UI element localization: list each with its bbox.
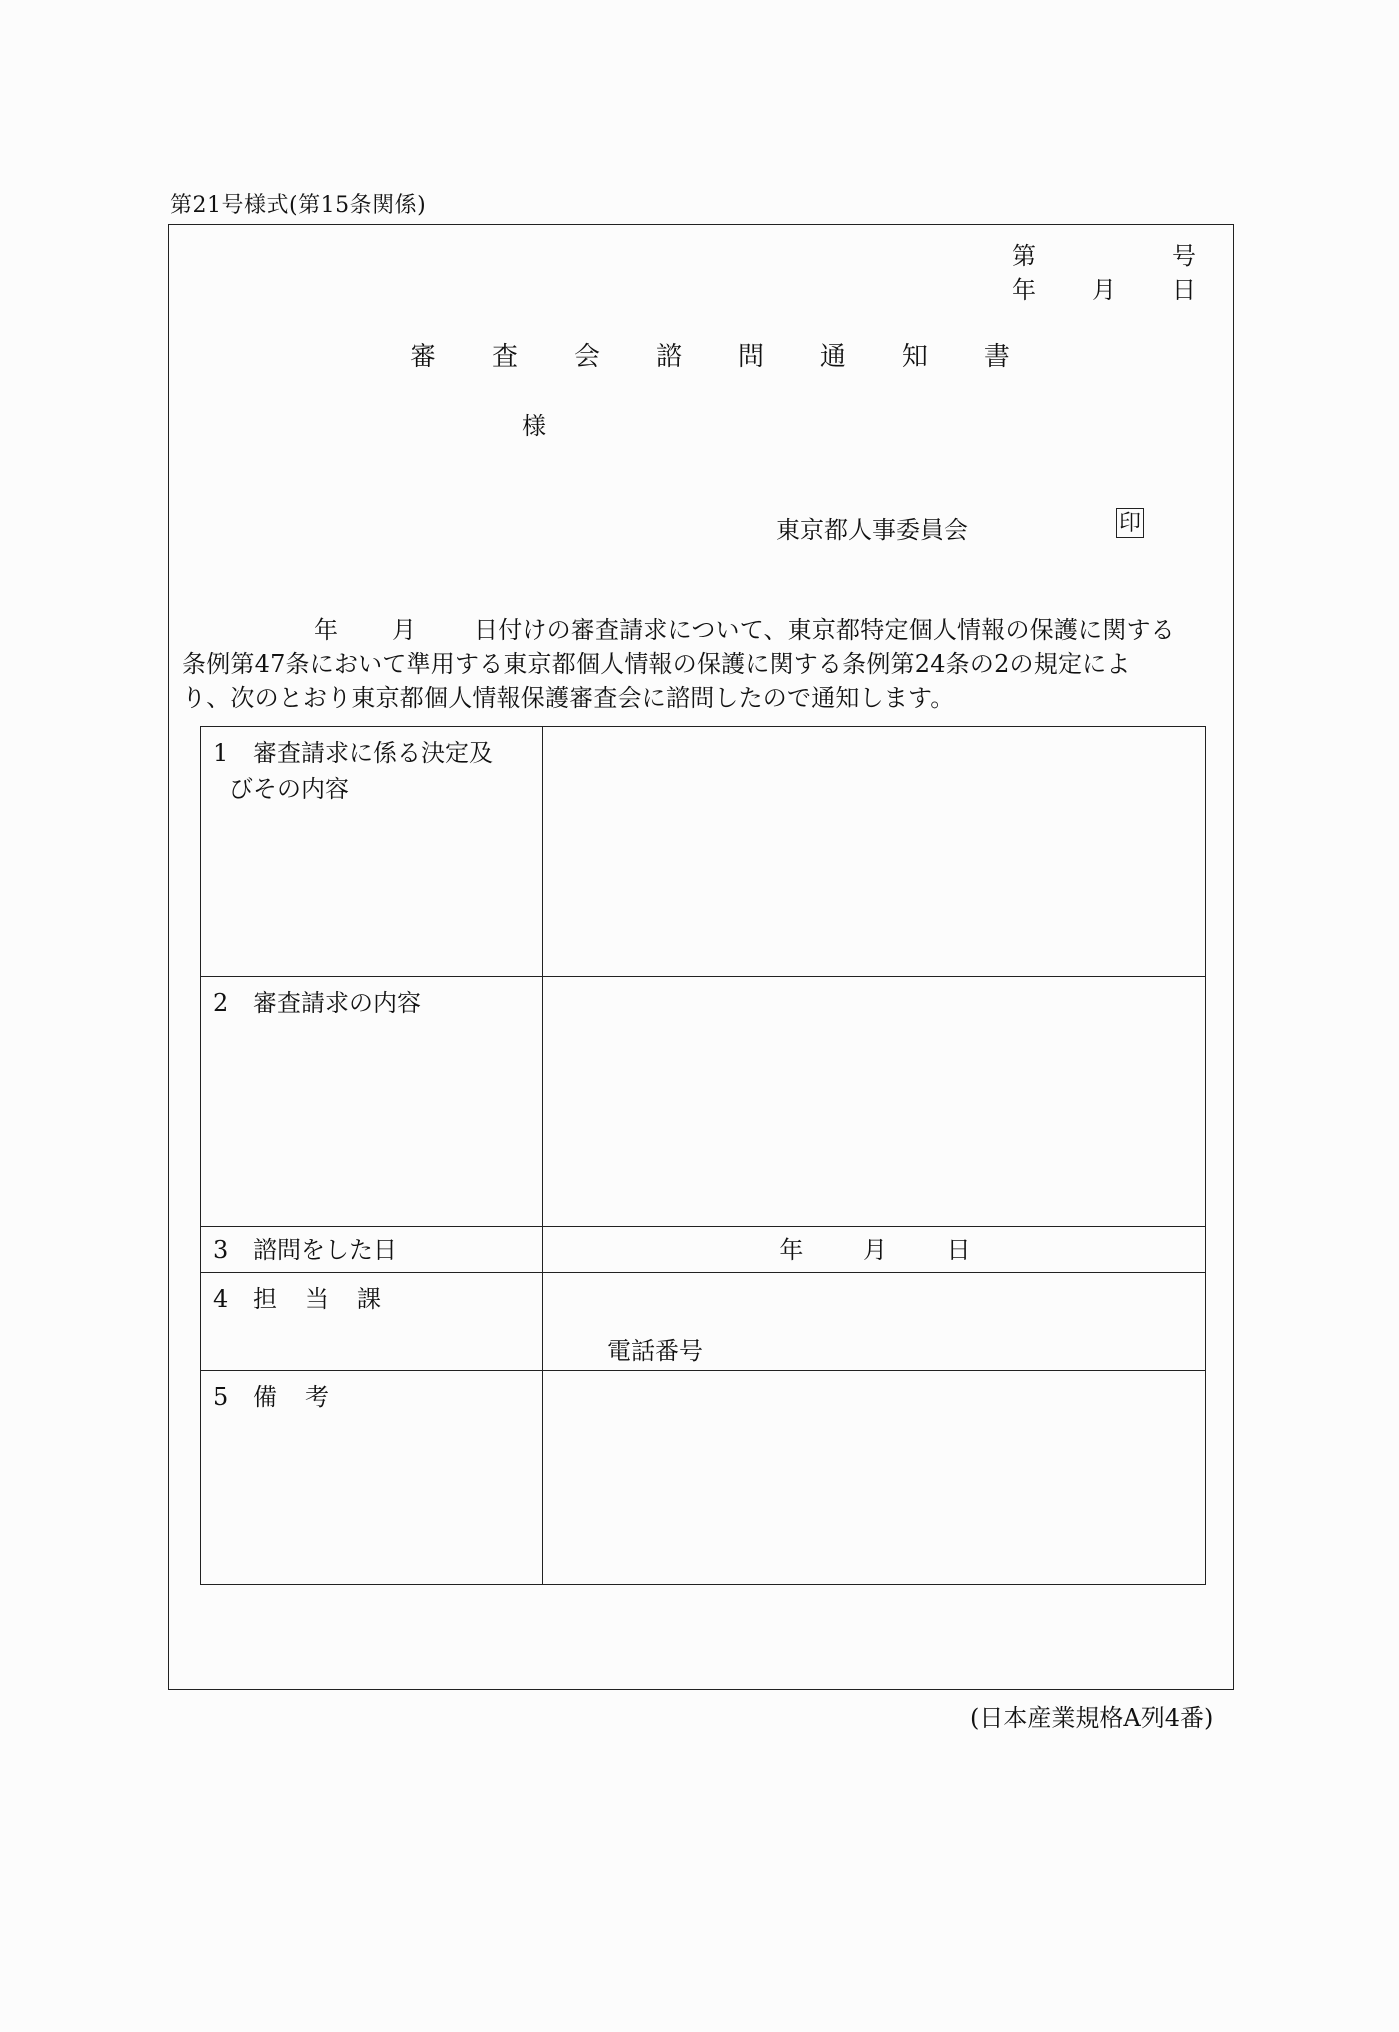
row-label-inquiry-date <box>201 1227 543 1273</box>
row-number: 4 <box>213 1285 229 1313</box>
title-char: 通 <box>819 342 846 372</box>
table-row <box>201 727 1206 977</box>
doc-date-day: 日 <box>1172 276 1196 304</box>
title-char: 知 <box>901 342 928 372</box>
row-label-char: 課 <box>357 1285 381 1313</box>
row-label-text: 審査請求の内容 <box>253 989 421 1017</box>
body-text-line-3: り、次のとおり東京都個人情報保護審査会に諮問したので通知します。 <box>182 684 955 712</box>
value-department[interactable] <box>543 1273 1206 1371</box>
details-table <box>200 726 1206 1585</box>
row-label-text: 諮問をした日 <box>253 1236 397 1264</box>
body-text-line-2: 条例第47条において準用する東京都個人情報の保護に関する条例第24条の2の規定によ <box>182 650 1131 678</box>
doc-number-prefix: 第 <box>1012 242 1036 270</box>
inquiry-year: 年 <box>779 1236 804 1264</box>
row-label-char: 備 <box>253 1383 277 1411</box>
addressee-honorific: 様 <box>522 412 546 440</box>
row-label-char: 当 <box>305 1285 329 1313</box>
inquiry-day: 日 <box>946 1236 971 1264</box>
title-char: 審 <box>410 342 437 372</box>
body-month: 月 <box>392 616 417 644</box>
row-label-text-cont: びその内容 <box>229 775 349 803</box>
inquiry-month: 月 <box>863 1236 887 1264</box>
form-number-label: 第21号様式(第15条関係) <box>170 193 427 218</box>
doc-date-year: 年 <box>1012 276 1036 304</box>
title-char: 諮 <box>655 342 682 372</box>
row-number: 3 <box>213 1236 229 1264</box>
row-label-text: 審査請求に係る決定及 <box>253 739 493 767</box>
row-label-remarks <box>201 1371 543 1585</box>
row-number: 1 <box>213 739 229 767</box>
table-row <box>201 1227 1206 1273</box>
title-char: 査 <box>491 342 518 372</box>
issuer-name: 東京都人事委員会 <box>776 516 968 544</box>
body-line-1-text: 日付けの審査請求について、東京都特定個人情報の保護に関する <box>474 616 1175 644</box>
body-year: 年 <box>314 616 339 644</box>
value-remarks[interactable] <box>543 1371 1206 1585</box>
title-char: 会 <box>573 342 600 372</box>
doc-date-month: 月 <box>1092 276 1116 304</box>
row-label-decision <box>201 727 543 977</box>
value-decision-content[interactable] <box>543 727 1206 977</box>
row-label-char: 担 <box>253 1285 277 1313</box>
doc-number-suffix: 号 <box>1172 242 1196 270</box>
table-row <box>201 1273 1206 1371</box>
title-char: 書 <box>983 342 1010 372</box>
title-char: 問 <box>737 342 764 372</box>
row-label-char: 考 <box>305 1383 329 1411</box>
document-title <box>410 336 1010 373</box>
value-inquiry-date[interactable] <box>543 1227 1206 1273</box>
value-request-content[interactable] <box>543 977 1206 1227</box>
row-number: 5 <box>213 1383 229 1411</box>
seal-stamp: 印 <box>1116 508 1144 538</box>
table-row <box>201 977 1206 1227</box>
row-label-request <box>201 977 543 1227</box>
row-number: 2 <box>213 989 229 1017</box>
phone-number-label: 電話番号 <box>607 1337 703 1365</box>
row-label-department <box>201 1273 543 1371</box>
paper-size-note: (日本産業規格A列4番) <box>970 1704 1214 1732</box>
table-row <box>201 1371 1206 1585</box>
